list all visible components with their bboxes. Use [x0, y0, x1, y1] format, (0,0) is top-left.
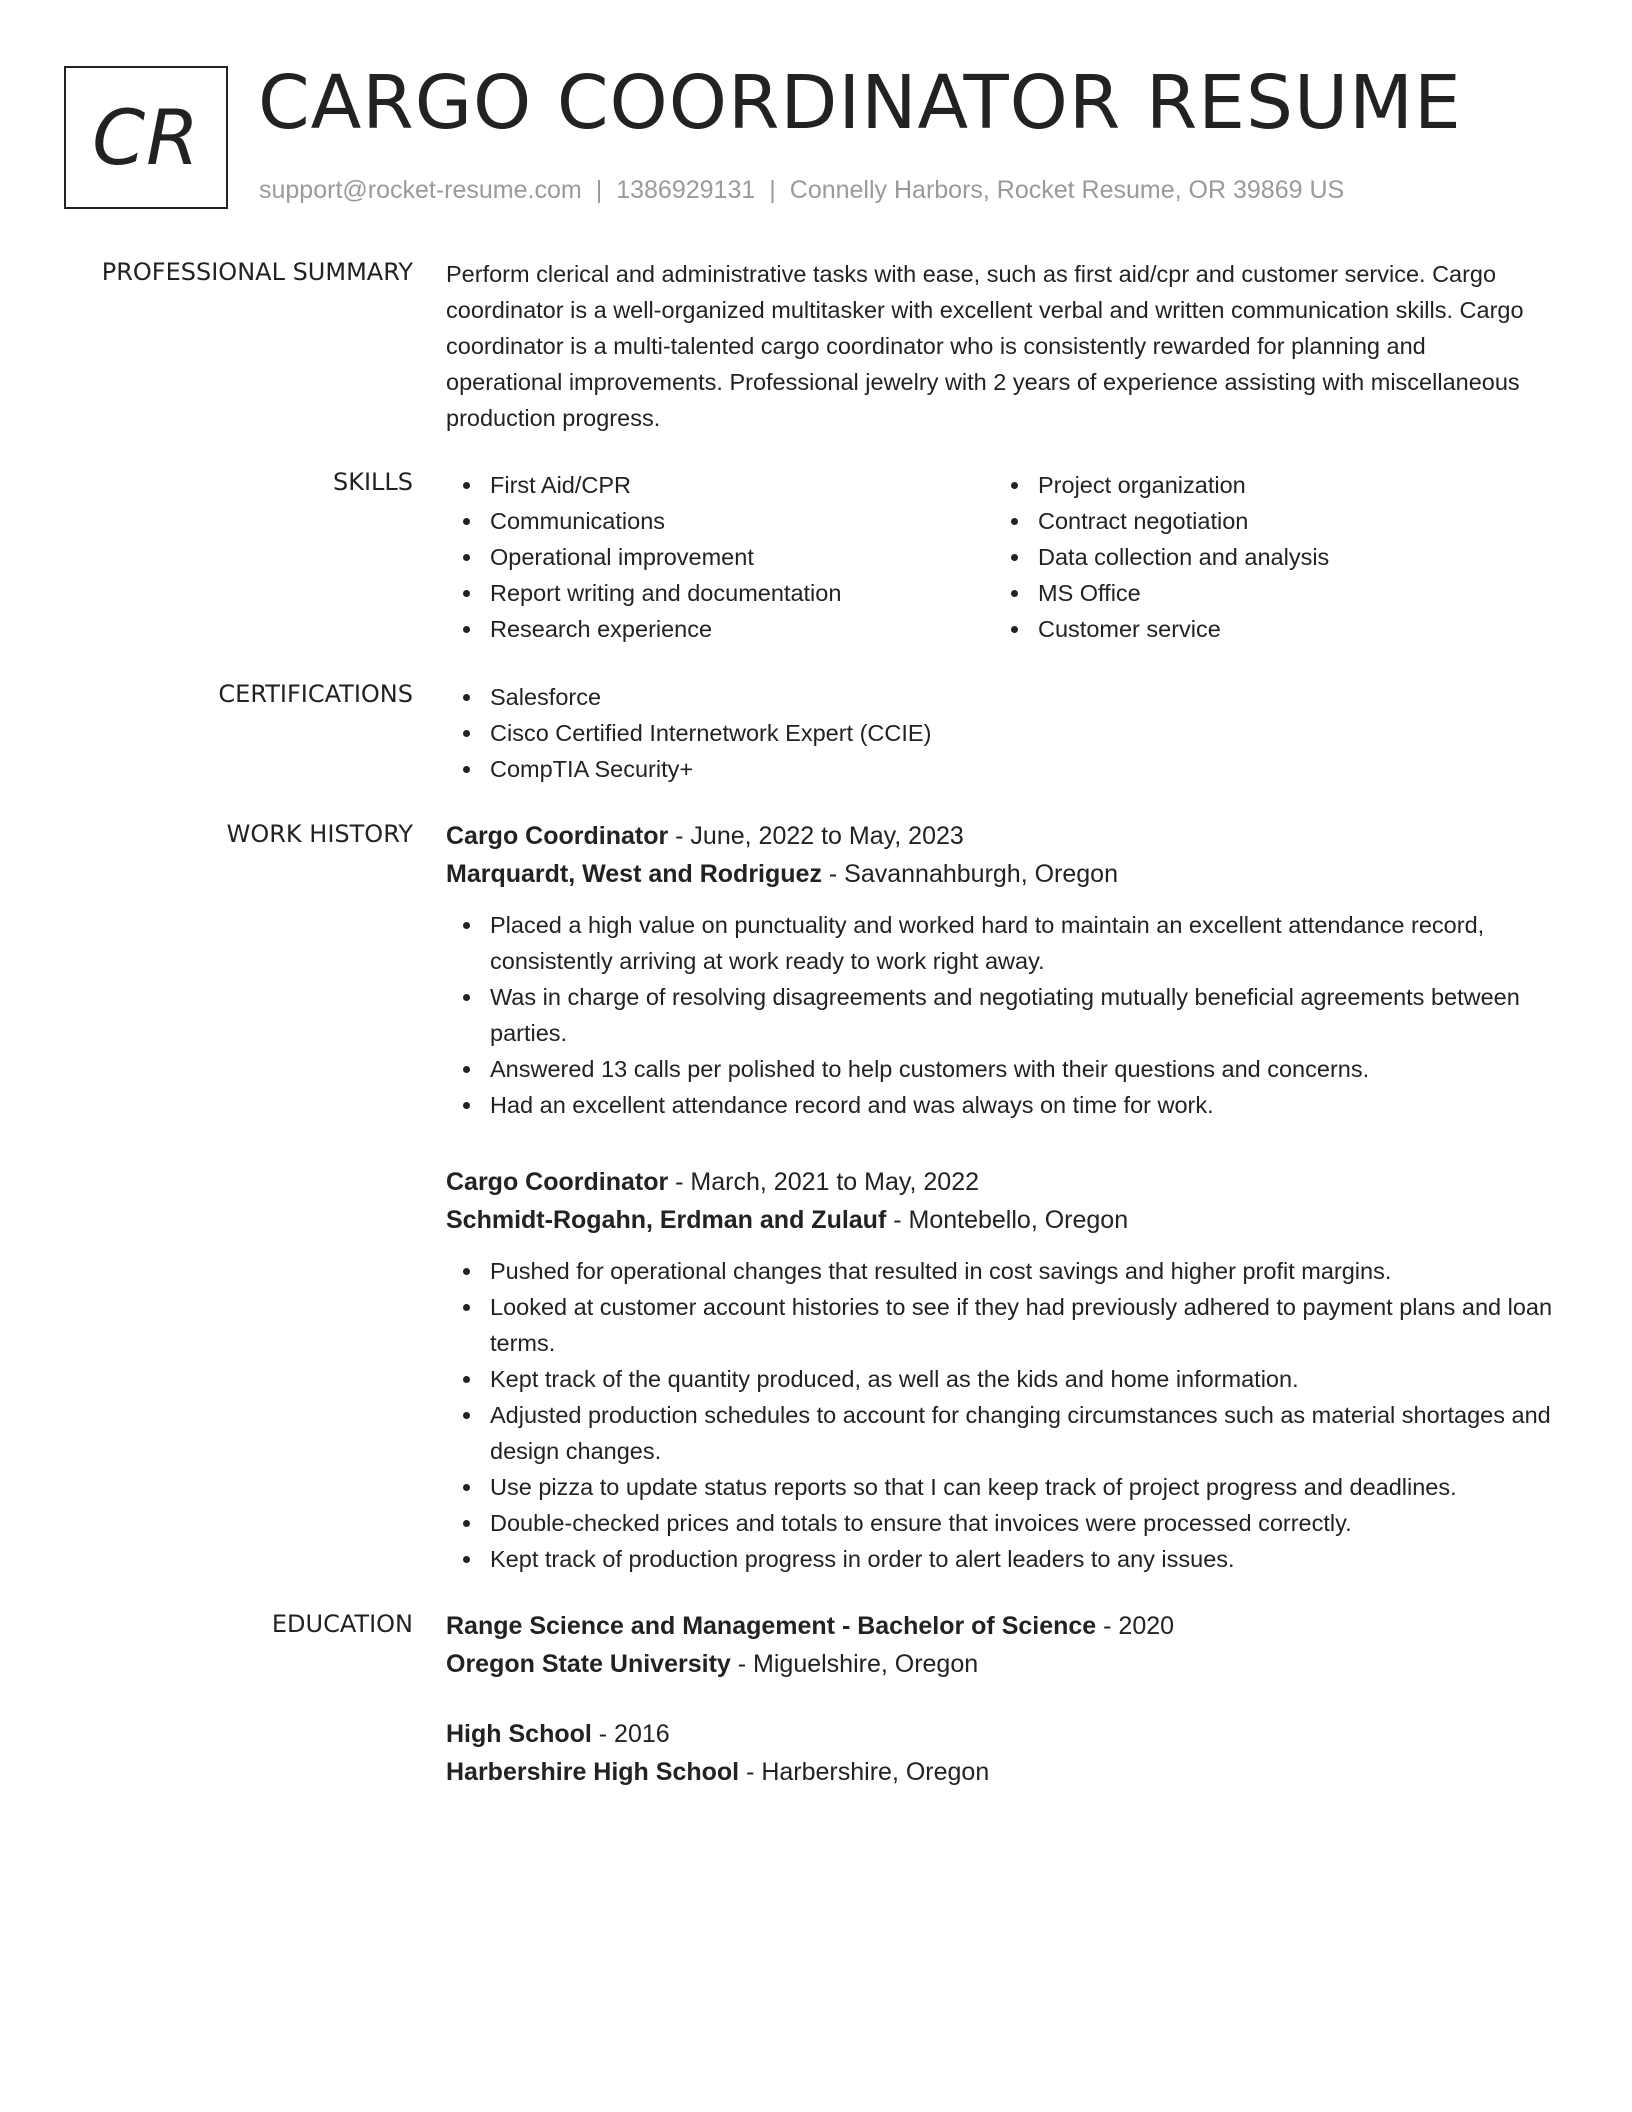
- list-item: Customer service: [994, 611, 1542, 647]
- job-title-line: [446, 817, 1566, 855]
- list-item: Answered 13 calls per polished to help customers with their questions and concerns.: [446, 1051, 1566, 1087]
- list-item: Contract negotiation: [994, 503, 1542, 539]
- education-degree: High School: [446, 1720, 592, 1748]
- list-item: Kept track of production progress in order to alert leaders to any issues.: [446, 1541, 1566, 1577]
- job-duties: [446, 1253, 1566, 1577]
- certifications-list: [446, 679, 1566, 787]
- job-entry: [446, 1163, 1566, 1577]
- monogram-initials: CR: [92, 93, 200, 182]
- education-degree: Range Science and Management - Bachelor of Science: [446, 1612, 1097, 1640]
- job-company-line: [446, 1201, 1566, 1239]
- job-dates: - June, 2022 to May, 2023: [668, 822, 964, 850]
- education-location: - Harbershire, Oregon: [739, 1758, 990, 1786]
- education-degree-line: [446, 1715, 1566, 1753]
- list-item: Double-checked prices and totals to ensure that invoices were processed correctly.: [446, 1505, 1566, 1541]
- job-company-line: [446, 855, 1566, 893]
- contact-phone: 1386929131: [616, 176, 756, 204]
- education-school: Harbershire High School: [446, 1758, 740, 1786]
- list-item: Report writing and documentation: [446, 575, 994, 611]
- job-location: - Savannahburgh, Oregon: [821, 860, 1118, 888]
- list-item: Kept track of the quantity produced, as well as the kids and home information.: [446, 1361, 1566, 1397]
- education-year: - 2016: [591, 1720, 670, 1748]
- job-company: Schmidt-Rogahn, Erdman and Zulauf: [446, 1206, 887, 1234]
- list-item: Communications: [446, 503, 994, 539]
- list-item: Project organization: [994, 467, 1542, 503]
- list-item: MS Office: [994, 575, 1542, 611]
- education-entry: [446, 1607, 1566, 1683]
- summary-text: Perform clerical and administrative tasks with ease, such as first aid/cpr and customer service. Cargo coordinator is a well-organized multitasker with excellent verbal and written communication skills. Cargo coordinator is a multi-talented cargo coordinator who is consistently rewarded for planning and operational improvements. Professional jewelry with 2 years of experience assisting with miscellaneous production progress.: [446, 261, 1524, 431]
- job-duties: [446, 907, 1566, 1123]
- monogram-box: [64, 66, 228, 209]
- skills-grid: [446, 467, 1566, 647]
- job-location: - Montebello, Oregon: [886, 1206, 1129, 1234]
- list-item: Pushed for operational changes that resulted in cost savings and higher profit margins.: [446, 1253, 1566, 1289]
- contact-separator: |: [769, 176, 776, 204]
- section-heading: WORK HISTORY: [226, 820, 413, 848]
- education-entry: [446, 1715, 1566, 1791]
- list-item: Research experience: [446, 611, 994, 647]
- list-item: Placed a high value on punctuality and worked hard to maintain an excellent attendance record, consistently arriving at work ready to work right away.: [446, 907, 1566, 979]
- list-item: Adjusted production schedules to account for changing circumstances such as material shortages and design changes.: [446, 1397, 1566, 1469]
- job-dates: - March, 2021 to May, 2022: [668, 1168, 980, 1196]
- job-entry: [446, 817, 1566, 1123]
- section-heading: PROFESSIONAL SUMMARY: [101, 258, 413, 286]
- education-school-line: [446, 1645, 1566, 1683]
- list-item: Operational improvement: [446, 539, 994, 575]
- list-item: Use pizza to update status reports so that I can keep track of project progress and deadlines.: [446, 1469, 1566, 1505]
- section-heading: EDUCATION: [271, 1610, 413, 1638]
- list-item: Looked at customer account histories to see if they had previously adhered to payment plans and loan terms.: [446, 1289, 1566, 1361]
- contact-email: support@rocket-resume.com: [259, 176, 582, 204]
- list-item: CompTIA Security+: [446, 751, 1566, 787]
- education-school: Oregon State University: [446, 1650, 731, 1678]
- education-school-line: [446, 1753, 1566, 1791]
- contact-line: [259, 176, 1344, 205]
- job-title: Cargo Coordinator: [446, 1168, 669, 1196]
- list-item: Data collection and analysis: [994, 539, 1542, 575]
- education-year: - 2020: [1096, 1612, 1175, 1640]
- list-item: Cisco Certified Internetwork Expert (CCIE): [446, 715, 1566, 751]
- contact-address: Connelly Harbors, Rocket Resume, OR 39869 US: [789, 176, 1345, 204]
- section-heading: CERTIFICATIONS: [218, 680, 413, 708]
- job-title: Cargo Coordinator: [446, 822, 669, 850]
- section-heading: SKILLS: [332, 468, 413, 496]
- list-item: Was in charge of resolving disagreements and negotiating mutually beneficial agreements between parties.: [446, 979, 1566, 1051]
- list-item: First Aid/CPR: [446, 467, 994, 503]
- resume-title: CARGO COORDINATOR RESUME: [258, 60, 1462, 146]
- list-item: Salesforce: [446, 679, 1566, 715]
- job-company: Marquardt, West and Rodriguez: [446, 860, 822, 888]
- list-item: Had an excellent attendance record and was always on time for work.: [446, 1087, 1566, 1123]
- skills-list-right: [994, 467, 1542, 647]
- education-location: - Miguelshire, Oregon: [730, 1650, 979, 1678]
- job-title-line: [446, 1163, 1566, 1201]
- skills-list-left: [446, 467, 994, 647]
- contact-separator: |: [595, 176, 603, 204]
- education-degree-line: [446, 1607, 1566, 1645]
